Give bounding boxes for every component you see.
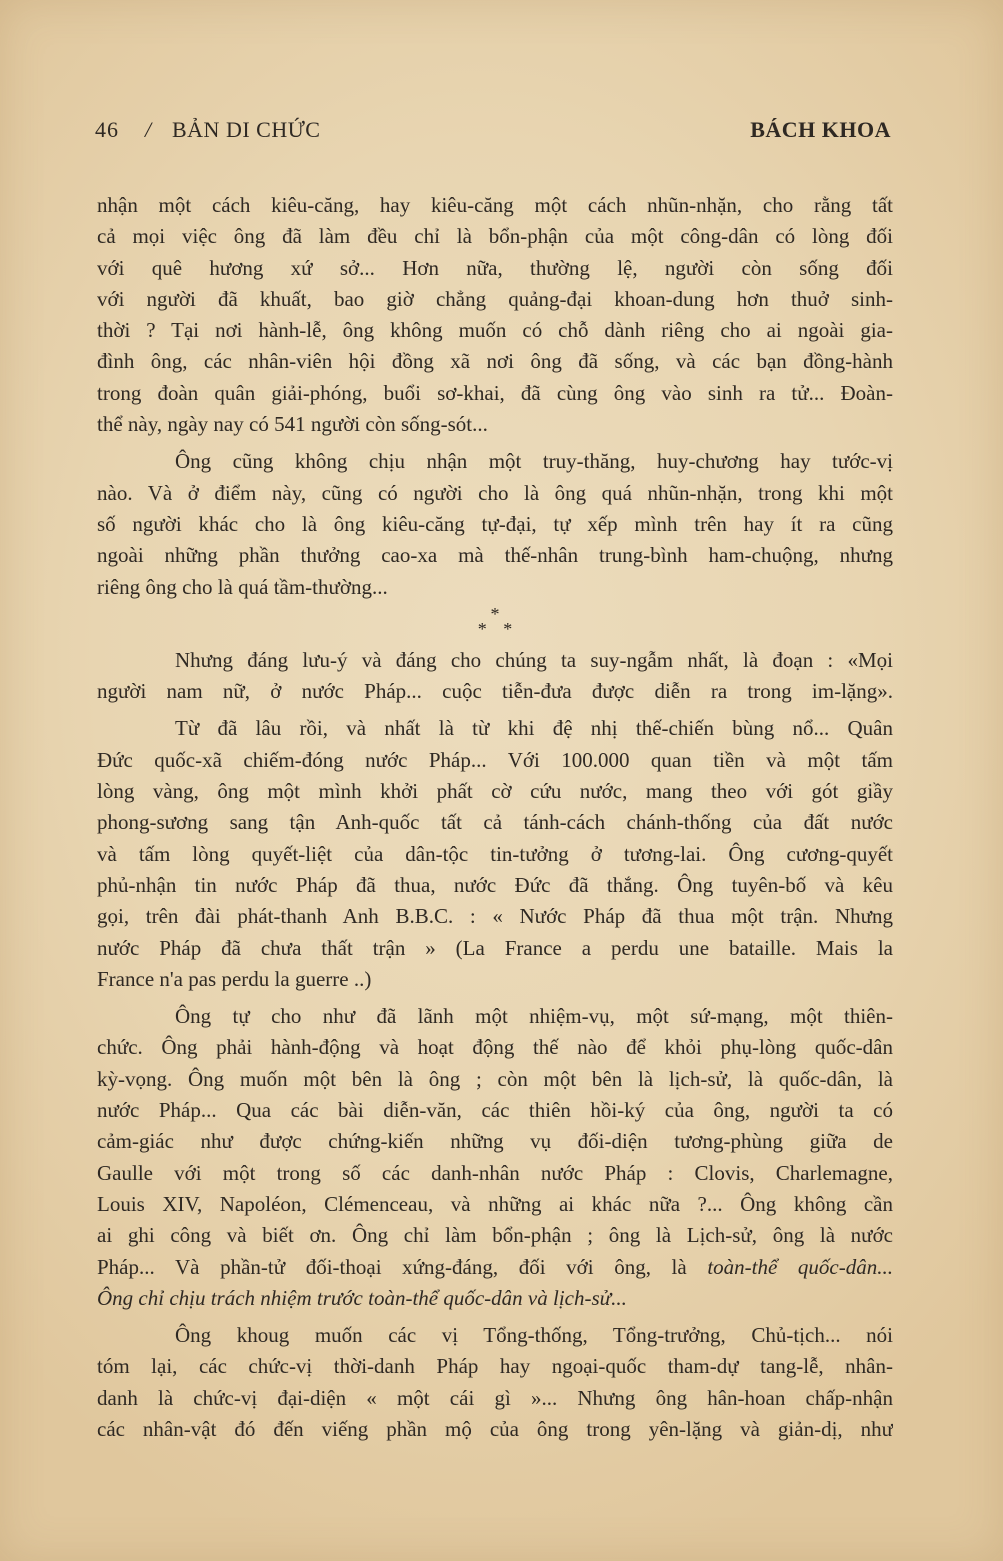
text-line: tóm lại, các chức-vị thời-danh Pháp hay ngoại-quốc tham-dự tang-lễ, nhân-: [97, 1354, 893, 1379]
text-line: nước Pháp... Qua các bài diễn-văn, các thiên hồi-ký của ông, người ta có: [97, 1098, 893, 1123]
paragraph: [97, 190, 893, 440]
text-line: phủ-nhận tin nước Pháp đã thua, nước Đức đã thắng. Ông tuyên-bố và kêu: [97, 872, 893, 897]
text-line: và tấm lòng quyết-liệt của dân-tộc tin-tưởng ở tương-lai. Ông cương-quyết: [97, 841, 893, 866]
text-line: gọi, trên đài phát-thanh Anh B.B.C. : « Nước Pháp đã thua một trận. Nhưng: [97, 904, 893, 929]
text-line: với quê hương xứ sở... Hơn nữa, thường lệ, người còn sống đối: [97, 255, 893, 280]
text-line: cảm-giác như được chứng-kiến những vụ đối-diện tương-phùng giữa de: [97, 1129, 893, 1154]
text-line: Từ đã lâu rồi, và nhất là từ khi đệ nhị thế-chiến bùng nổ... Quân: [175, 716, 893, 741]
text-line: người nam nữ, ở nước Pháp... cuộc tiễn-đưa được diễn ra trong im-lặng».: [97, 679, 893, 704]
paragraph: [97, 446, 893, 602]
paragraph: [97, 713, 893, 995]
line-text: Pháp... Và phần-tử đối-thoại xứng-đáng, đối với ông, là: [97, 1254, 708, 1279]
magazine-name: BÁCH KHOA: [750, 117, 891, 142]
paragraph: [97, 645, 893, 708]
emphasis-text: toàn-thể quốc-dân...: [707, 1254, 893, 1279]
page-number: 46: [95, 117, 119, 142]
text-line: ngoài những phần thưởng cao-xa mà thế-nhân trung-bình ham-chuộng, nhưng: [97, 543, 893, 568]
text-line: với người đã khuất, bao giờ chẳng quảng-đại khoan-dung hơn thuở sinh-: [97, 286, 893, 311]
text-line: Ông khoug muốn các vị Tổng-thống, Tổng-trưởng, Chủ-tịch... nói: [175, 1323, 893, 1348]
text-line: France n'a pas perdu la guerre ..): [97, 966, 372, 991]
text-line: phong-sương sang tận Anh-quốc tất cả tánh-cách chánh-thống của đất nước: [97, 810, 893, 835]
article-body: [97, 190, 893, 1445]
text-line: Louis XIV, Napoléon, Clémenceau, và những ai khác nữa ?... Ông không cần: [97, 1191, 893, 1216]
header-divider: /: [145, 117, 152, 142]
separator-stars-bottom: * *: [477, 618, 513, 639]
separator-star-top: *: [490, 603, 500, 624]
text-line: kỳ-vọng. Ông muốn một bên là ông ; còn một bên là lịch-sử, là quốc-dân, là: [97, 1066, 893, 1091]
text-line: lòng vàng, ông một mình khởi phất cờ cứu nước, mang theo với gót giầy: [97, 779, 893, 804]
text-line: Ông tự cho như đã lãnh một nhiệm-vụ, một sứ-mạng, một thiên-: [175, 1004, 893, 1029]
paragraph: [97, 1320, 893, 1445]
text-line: số người khác cho là ông kiêu-căng tự-đại, tự xếp mình trên hay ít ra cũng: [97, 511, 893, 536]
section-separator: [97, 603, 893, 645]
text-line: [97, 1252, 893, 1283]
text-line: danh là chức-vị đại-diện « một cái gì »... Nhưng ông hân-hoan chấp-nhận: [97, 1385, 893, 1410]
text-line: riêng ông cho là quá tầm-thường...: [97, 574, 388, 599]
running-header: [95, 112, 891, 148]
text-line: thể này, ngày nay có 541 người còn sống-sót...: [97, 412, 488, 437]
text-line: thời ? Tại nơi hành-lễ, ông không muốn có chỗ dành riêng cho ai ngoài gia-: [97, 318, 893, 343]
text-line: cả mọi việc ông đã làm đều chỉ là bổn-phận của một công-dân có lòng đối: [97, 224, 893, 249]
text-line: các nhân-vật đó đến viếng phần mộ của ông trong yên-lặng và giản-dị, như: [97, 1416, 893, 1441]
text-line: chức. Ông phải hành-động và hoạt động thế nào để khỏi phụ-lòng quốc-dân: [97, 1035, 893, 1060]
text-line: Đức quốc-xã chiếm-đóng nước Pháp... Với 100.000 quan tiền và một tấm: [97, 747, 893, 772]
text-line: trong đoàn quân giải-phóng, buổi sơ-khai, đã cùng ông vào sinh ra tử... Đoàn-: [97, 380, 893, 405]
text-line: Ông chỉ chịu trách nhiệm trước toàn-thể quốc-dân và lịch-sử...: [97, 1285, 627, 1310]
text-line: nào. Và ở điểm này, cũng có người cho là ông quá nhũn-nhặn, trong khi một: [97, 480, 893, 505]
text-line: nước Pháp đã chưa thất trận » (La France a perdu une bataille. Mais la: [97, 935, 893, 960]
paragraph: [97, 1001, 893, 1314]
article-title: BẢN DI CHỨC: [172, 117, 321, 142]
text-line: đình ông, các nhân-viên hội đồng xã nơi ông đã sống, và các bạn đồng-hành: [97, 349, 893, 374]
text-line: Gaulle với một trong số các danh-nhân nước Pháp : Clovis, Charlemagne,: [97, 1160, 893, 1185]
text-line: Ông cũng không chịu nhận một truy-thăng, huy-chương hay tước-vị: [175, 449, 893, 474]
text-line: Nhưng đáng lưu-ý và đáng cho chúng ta suy-ngẫm nhất, là đoạn : «Mọi: [175, 647, 893, 672]
text-line: nhận một cách kiêu-căng, hay kiêu-căng một cách nhũn-nhặn, cho rằng tất: [97, 193, 893, 217]
text-line: ai ghi công và biết ơn. Ông chỉ làm bổn-phận ; ông là Lịch-sử, ông là nước: [97, 1223, 893, 1248]
